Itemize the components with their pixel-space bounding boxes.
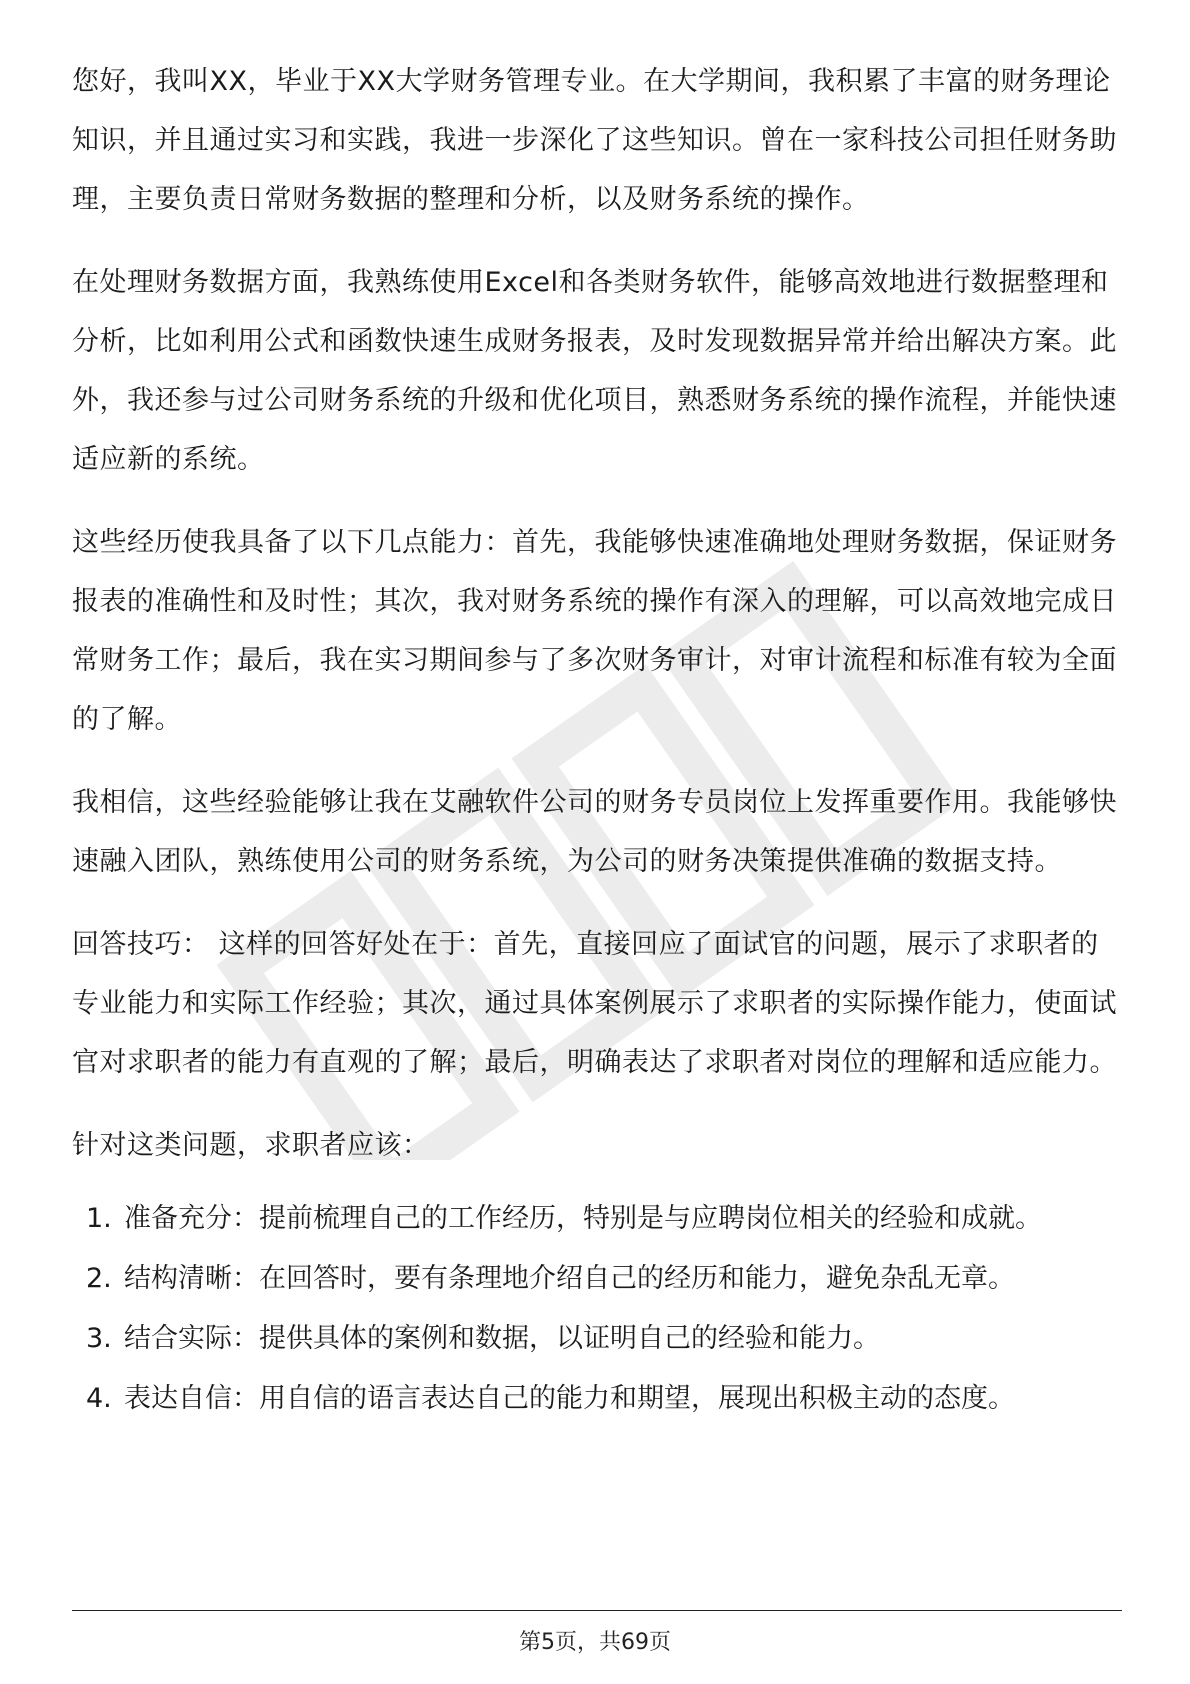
list-text: 结合实际：提供具体的案例和数据，以证明自己的经验和能力。	[124, 1323, 880, 1354]
paragraph-data-processing: 在处理财务数据方面，我熟练使用Excel和各类财务软件，能够高效地进行数据整理和分析，比如利用公式和函数快速生成财务报表，及时发现数据异常并给出解决方案。此外，我还参与过公司财务系统的升级和优化项目，熟悉财务系统的操作流程，并能快速适应新的系统。	[72, 267, 1117, 475]
advice-list	[72, 1189, 1122, 1429]
main-content	[72, 52, 1122, 1429]
page-number: 第5页，共69页	[519, 1630, 671, 1655]
paragraph-list-intro: 针对这类问题，求职者应该：	[72, 1130, 430, 1161]
list-item	[72, 1249, 1122, 1309]
paragraph-answer-tips: 回答技巧： 这样的回答好处在于：首先，直接回应了面试官的问题，展示了求职者的专业能力和实际工作经验；其次，通过具体案例展示了求职者的实际操作能力，使面试官对求职者的能力有直观的了解；最后，明确表达了求职者对岗位的理解和适应能力。	[72, 929, 1117, 1078]
paragraph-intro: 您好，我叫XX，毕业于XX大学财务管理专业。在大学期间，我积累了丰富的财务理论知识，并且通过实习和实践，我进一步深化了这些知识。曾在一家科技公司担任财务助理，主要负责日常财务数据的整理和分析，以及财务系统的操作。	[72, 66, 1117, 215]
list-number: 2.	[86, 1263, 112, 1294]
list-number: 4.	[86, 1383, 112, 1414]
footer-divider	[72, 1610, 1122, 1611]
paragraph-abilities: 这些经历使我具备了以下几点能力：首先，我能够快速准确地处理财务数据，保证财务报表的准确性和及时性；其次，我对财务系统的操作有深入的理解，可以高效地完成日常财务工作；最后，我在实习期间参与了多次财务审计，对审计流程和标准有较为全面的了解。	[72, 527, 1117, 735]
list-number: 3.	[86, 1323, 112, 1354]
list-text: 表达自信：用自信的语言表达自己的能力和期望，展现出积极主动的态度。	[124, 1383, 1015, 1414]
list-item	[72, 1189, 1122, 1249]
paragraph-belief: 我相信，这些经验能够让我在艾融软件公司的财务专员岗位上发挥重要作用。我能够快速融入团队，熟练使用公司的财务系统，为公司的财务决策提供准确的数据支持。	[72, 787, 1117, 877]
list-item	[72, 1309, 1122, 1369]
list-text: 准备充分：提前梳理自己的工作经历，特别是与应聘岗位相关的经验和成就。	[124, 1203, 1042, 1234]
list-item	[72, 1369, 1122, 1429]
list-text: 结构清晰：在回答时，要有条理地介绍自己的经历和能力，避免杂乱无章。	[124, 1263, 1015, 1294]
list-number: 1.	[86, 1203, 112, 1234]
